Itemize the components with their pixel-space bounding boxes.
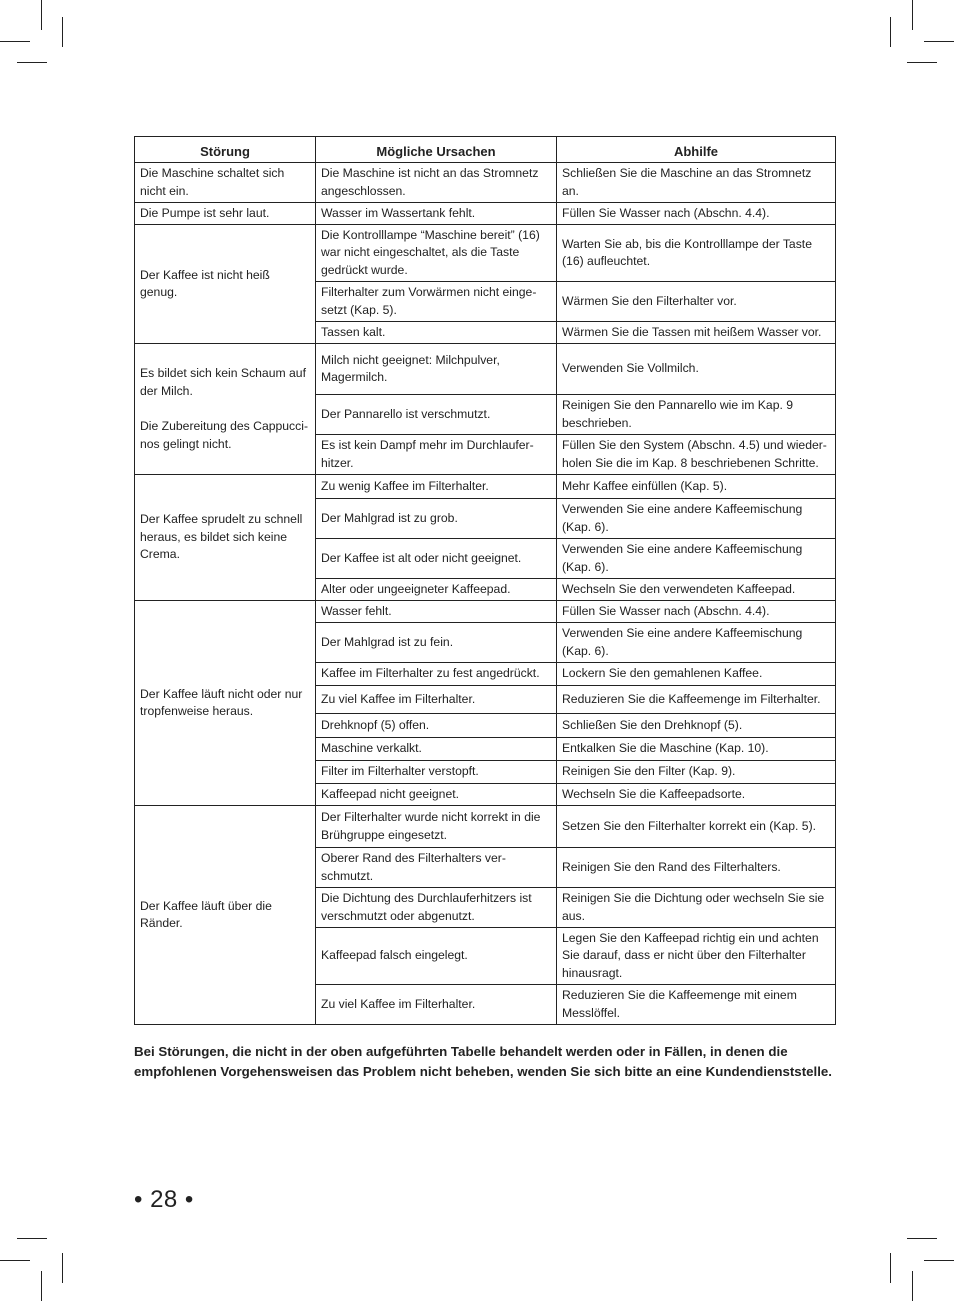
table-row xyxy=(135,203,836,225)
cause-cell: Die Kontrolllampe “Maschine bereit” (16) war nicht eingeschaltet, als die Taste gedrückt wurde. xyxy=(316,225,557,282)
remedy-cell: Reduzieren Sie die Kaffeemenge mit einem Messlöffel. xyxy=(557,985,836,1025)
cause-cell: Wasser im Wassertank fehlt. xyxy=(316,203,557,225)
problem-text: Der Kaffee sprudelt zu schnell heraus, es bildet sich keine Crema. xyxy=(140,512,303,562)
crop-mark xyxy=(41,1271,42,1301)
remedy-cell: Füllen Sie den System (Abschn. 4.5) und wieder-holen Sie die im Kap. 8 beschriebenen Schritte. xyxy=(557,435,836,475)
remedy-cell: Reduzieren Sie die Kaffeemenge im Filterhalter. xyxy=(557,686,836,714)
remedy-cell: Mehr Kaffee einfüllen (Kap. 5). xyxy=(557,475,836,499)
remedy-cell: Füllen Sie Wasser nach (Abschn. 4.4). xyxy=(557,203,836,225)
crop-mark xyxy=(907,62,937,63)
problem-cell xyxy=(135,203,316,225)
remedy-cell: Verwenden Sie eine andere Kaffeemischung (Kap. 6). xyxy=(557,539,836,579)
crop-mark xyxy=(912,1271,913,1301)
table-row xyxy=(135,225,836,282)
problem-text: Es bildet sich kein Schaum auf der Milch. xyxy=(140,366,306,398)
remedy-cell: Verwenden Sie Vollmilch. xyxy=(557,344,836,395)
cause-cell: Die Dichtung des Durchlauferhitzers ist verschmutzt oder abgenutzt. xyxy=(316,888,557,928)
table-row xyxy=(135,806,836,848)
cause-cell: Drehknopf (5) offen. xyxy=(316,714,557,738)
column-header-remedy: Abhilfe xyxy=(557,137,836,163)
cause-cell: Filterhalter zum Vorwärmen nicht einge-setzt (Kap. 5). xyxy=(316,282,557,322)
table-header-row xyxy=(135,137,836,163)
table-row xyxy=(135,163,836,203)
remedy-cell: Reinigen Sie die Dichtung oder wechseln Sie sie aus. xyxy=(557,888,836,928)
remedy-cell: Verwenden Sie eine andere Kaffeemischung (Kap. 6). xyxy=(557,623,836,663)
table-row xyxy=(135,475,836,499)
cause-cell: Wasser fehlt. xyxy=(316,601,557,623)
cause-cell: Kaffeepad nicht geeignet. xyxy=(316,784,557,806)
problem-cell xyxy=(135,163,316,203)
problem-cell xyxy=(135,344,316,475)
remedy-cell: Schließen Sie die Maschine an das Stromnetz an. xyxy=(557,163,836,203)
cause-cell: Alter oder ungeeigneter Kaffeepad. xyxy=(316,579,557,601)
crop-mark xyxy=(62,1253,63,1283)
problem-cell xyxy=(135,225,316,344)
problem-text: Die Maschine schaltet sich nicht ein. xyxy=(140,166,285,198)
crop-mark xyxy=(890,1253,891,1283)
cause-cell: Der Filterhalter wurde nicht korrekt in die Brühgruppe eingesetzt. xyxy=(316,806,557,848)
problem-text: Der Kaffee ist nicht heiß genug. xyxy=(140,267,270,299)
cause-cell: Kaffee im Filterhalter zu fest angedrückt. xyxy=(316,663,557,686)
cause-cell: Tassen kalt. xyxy=(316,322,557,344)
problem-text: Der Kaffee läuft über die Ränder. xyxy=(140,898,272,930)
cause-cell: Der Mahlgrad ist zu grob. xyxy=(316,499,557,539)
remedy-cell: Entkalken Sie die Maschine (Kap. 10). xyxy=(557,738,836,761)
problem-text: Die Zubereitung des Cappucci-nos gelingt nicht. xyxy=(140,419,309,451)
crop-mark xyxy=(907,1238,937,1239)
cause-cell: Der Kaffee ist alt oder nicht geeignet. xyxy=(316,539,557,579)
remedy-cell: Wärmen Sie die Tassen mit heißem Wasser vor. xyxy=(557,322,836,344)
crop-mark xyxy=(17,62,47,63)
page-number: • 28 • xyxy=(134,1186,194,1213)
remedy-cell: Reinigen Sie den Pannarello wie im Kap. 9 beschrieben. xyxy=(557,395,836,435)
cause-cell: Die Maschine ist nicht an das Stromnetz angeschlossen. xyxy=(316,163,557,203)
column-header-causes: Mögliche Ursachen xyxy=(316,137,557,163)
remedy-cell: Legen Sie den Kaffeepad richtig ein und achten Sie darauf, dass er nicht über den Filterhalter hinausragt. xyxy=(557,928,836,985)
cause-cell: Zu viel Kaffee im Filterhalter. xyxy=(316,985,557,1025)
remedy-cell: Reinigen Sie den Rand des Filterhalters. xyxy=(557,848,836,888)
cause-cell: Der Mahlgrad ist zu fein. xyxy=(316,623,557,663)
spacer xyxy=(140,400,310,418)
remedy-cell: Setzen Sie den Filterhalter korrekt ein (Kap. 5). xyxy=(557,806,836,848)
crop-mark xyxy=(62,17,63,47)
cause-cell: Kaffeepad falsch eingelegt. xyxy=(316,928,557,985)
remedy-cell: Wechseln Sie die Kaffeepadsorte. xyxy=(557,784,836,806)
cause-cell: Oberer Rand des Filterhalters ver-schmutzt. xyxy=(316,848,557,888)
table-row xyxy=(135,601,836,623)
crop-mark xyxy=(912,0,913,30)
problem-text: Die Pumpe ist sehr laut. xyxy=(140,205,270,220)
crop-mark xyxy=(0,1260,30,1261)
remedy-cell: Wärmen Sie den Filterhalter vor. xyxy=(557,282,836,322)
crop-mark xyxy=(41,0,42,30)
problem-cell xyxy=(135,601,316,806)
service-note: Bei Störungen, die nicht in der oben aufgeführten Tabelle behandelt werden oder in Fällen, in denen die empfohlenen Vorgehensweisen das Problem nicht beheben, wenden Sie sich bitte an eine Kundendienststelle. xyxy=(134,1044,832,1079)
problem-text: Der Kaffee läuft nicht oder nur tropfenweise heraus. xyxy=(140,686,303,718)
remedy-cell: Warten Sie ab, bis die Kontrolllampe der Taste (16) aufleuchtet. xyxy=(557,225,836,282)
crop-mark xyxy=(924,41,954,42)
remedy-cell: Wechseln Sie den verwendeten Kaffeepad. xyxy=(557,579,836,601)
troubleshooting-table xyxy=(134,136,836,1025)
crop-mark xyxy=(17,1238,47,1239)
remedy-cell: Lockern Sie den gemahlenen Kaffee. xyxy=(557,663,836,686)
remedy-cell: Schließen Sie den Drehknopf (5). xyxy=(557,714,836,738)
remedy-cell: Reinigen Sie den Filter (Kap. 9). xyxy=(557,761,836,784)
column-header-problem: Störung xyxy=(135,137,316,163)
crop-mark xyxy=(924,1260,954,1261)
cause-cell: Es ist kein Dampf mehr im Durchlaufer-hitzer. xyxy=(316,435,557,475)
cause-cell: Der Pannarello ist verschmutzt. xyxy=(316,395,557,435)
table-row xyxy=(135,344,836,395)
cause-cell: Milch nicht geeignet: Milchpulver, Magermilch. xyxy=(316,344,557,395)
remedy-cell: Füllen Sie Wasser nach (Abschn. 4.4). xyxy=(557,601,836,623)
cause-cell: Filter im Filterhalter verstopft. xyxy=(316,761,557,784)
crop-mark xyxy=(0,41,30,42)
remedy-cell: Verwenden Sie eine andere Kaffeemischung (Kap. 6). xyxy=(557,499,836,539)
problem-cell xyxy=(135,806,316,1025)
cause-cell: Zu wenig Kaffee im Filterhalter. xyxy=(316,475,557,499)
problem-cell xyxy=(135,475,316,601)
cause-cell: Maschine verkalkt. xyxy=(316,738,557,761)
cause-cell: Zu viel Kaffee im Filterhalter. xyxy=(316,686,557,714)
crop-mark xyxy=(890,17,891,47)
